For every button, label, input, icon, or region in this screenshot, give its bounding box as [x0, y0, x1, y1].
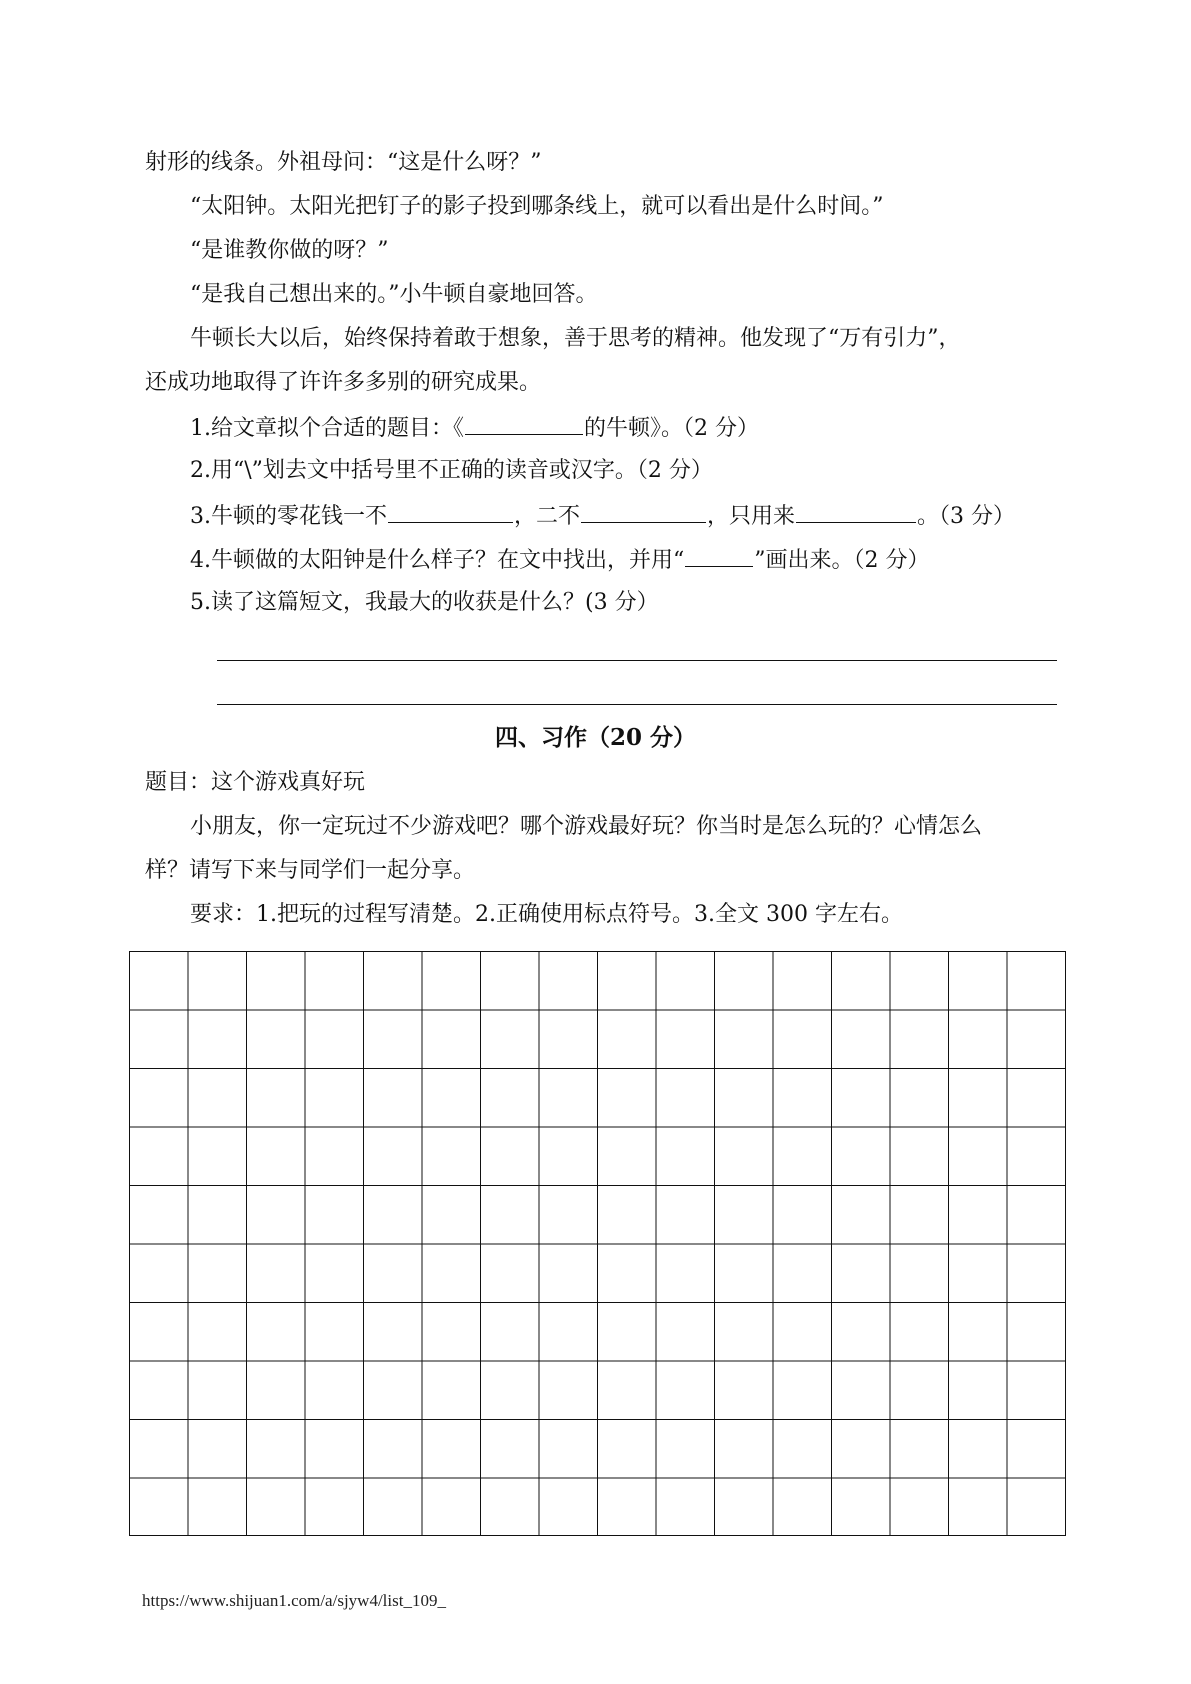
question-3-part: ，二不 — [514, 504, 581, 529]
composition-prompt: 小朋友，你一定玩过不少游戏吧？哪个游戏最好玩？你当时是怎么玩的？心情怎么 — [190, 814, 983, 839]
writing-grid[interactable] — [129, 951, 1066, 1536]
question-4 — [190, 544, 930, 576]
composition-topic: 题目：这个游戏真好玩 — [145, 770, 366, 795]
passage-line: 牛顿长大以后，始终保持着敢于想象，善于思考的精神。他发现了“万有引力”， — [190, 326, 961, 351]
passage-line: 还成功地取得了许许多多别的研究成果。 — [145, 370, 542, 395]
question-1 — [190, 412, 759, 444]
question-4-text: 4.牛顿做的太阳钟是什么样子？在文中找出，并用“ — [190, 548, 685, 573]
question-1-text: 1.给文章拟个合适的题目：《 — [190, 416, 464, 441]
answer-line[interactable] — [217, 704, 1057, 705]
passage-line: 射形的线条。外祖母问：“这是什么呀？” — [145, 150, 542, 175]
footer-url: https://www.shijuan1.com/a/sjyw4/list_109_ — [142, 1591, 446, 1610]
section-heading: 四、习作（20 分） — [494, 724, 696, 751]
question-3-text: 3.牛顿的零花钱一不 — [190, 504, 387, 529]
answer-blank[interactable] — [581, 500, 706, 523]
answer-blank[interactable] — [465, 412, 583, 435]
underline-sample — [685, 544, 753, 567]
question-5: 5.读了这篇短文，我最大的收获是什么？(3 分） — [190, 590, 659, 615]
question-1-suffix: 的牛顿》。（2 分） — [584, 416, 759, 441]
answer-blank[interactable] — [796, 500, 916, 523]
passage-line: “是谁教你做的呀？” — [190, 238, 389, 263]
passage-line: “太阳钟。太阳光把钉子的影子投到哪条线上，就可以看出是什么时间。” — [190, 194, 884, 219]
question-3-suffix: 。（3 分） — [917, 504, 1016, 529]
answer-blank[interactable] — [388, 500, 513, 523]
question-2: 2.用“\”划去文中括号里不正确的读音或汉字。（2 分） — [190, 458, 713, 483]
composition-requirements: 要求：1.把玩的过程写清楚。2.正确使用标点符号。3.全文 300 字左右。 — [190, 902, 903, 927]
question-3-part: ，只用来 — [707, 504, 796, 529]
question-4-suffix: ”画出来。（2 分） — [754, 548, 930, 573]
composition-prompt: 样？请写下来与同学们一起分享。 — [145, 858, 476, 883]
answer-line[interactable] — [217, 660, 1057, 661]
passage-line: “是我自己想出来的。”小牛顿自豪地回答。 — [190, 282, 598, 307]
question-3 — [190, 500, 1015, 532]
